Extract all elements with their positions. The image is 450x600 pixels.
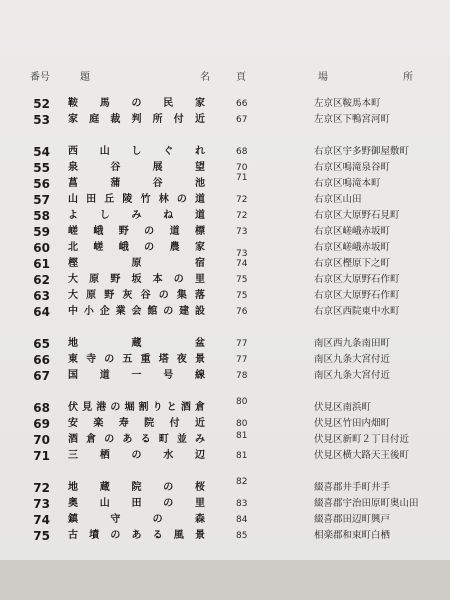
entry-number: 71 (33, 449, 50, 463)
entry-title-char: 道 (99, 370, 110, 381)
entry-title-char: 割 (138, 402, 149, 413)
entry-title-char: 業 (115, 306, 126, 317)
entry-title-char: 伏 (68, 402, 78, 413)
entry-title-char: 灰 (122, 290, 133, 301)
entry-title-char: の (110, 530, 121, 541)
entry-title-char: 北 (68, 242, 78, 253)
entry-title-char: 蔵 (99, 482, 110, 493)
entry-page: 75 (236, 291, 248, 301)
entry-place: 伏見区横大路天王後町 (314, 450, 410, 461)
entry-page: 80 (236, 419, 248, 429)
entry-title-char: あ (131, 530, 142, 541)
entry-title-char: 線 (195, 370, 205, 381)
entry-number: 73 (33, 497, 50, 511)
entry-title (68, 256, 205, 272)
entry-number: 59 (33, 225, 50, 239)
entry-page: 70 (236, 163, 248, 173)
entry-title-char: 酒 (180, 402, 191, 413)
entry-title-char: 峨 (93, 226, 104, 237)
entry-number: 55 (33, 161, 50, 175)
entry-title-char: 望 (194, 162, 205, 173)
entry-page: 73 (236, 249, 248, 259)
entry-title-char: 奥 (68, 498, 78, 509)
entry-place: 右京区鳴滝本町 (314, 178, 381, 189)
table-row (0, 368, 450, 384)
entry-title-char: 嵯 (93, 242, 104, 253)
table-row (0, 144, 450, 160)
entry-title-char: 野 (118, 226, 129, 237)
entry-title-char: 道 (194, 194, 205, 205)
entry-number: 70 (33, 433, 50, 447)
table-row (0, 336, 450, 352)
table-row (0, 173, 450, 192)
entry-title-char: 蔵 (131, 338, 142, 349)
entry-title-char: 鎮 (68, 514, 78, 525)
entry-title-char: 峨 (118, 242, 129, 253)
entry-title-char: 集 (176, 290, 187, 301)
entry-page: 81 (236, 451, 248, 461)
entry-page: 85 (236, 531, 248, 541)
entry-place: 伏見区南浜町 (314, 402, 372, 413)
table-row (0, 397, 450, 416)
table-row (0, 528, 450, 544)
entry-page: 78 (236, 371, 248, 381)
entry-title-char: 馬 (99, 98, 110, 109)
entry-title-char: の (163, 306, 174, 317)
entry-title-char: 酒 (68, 434, 78, 445)
page-bottom-edge (0, 560, 450, 600)
entry-title-char: 池 (194, 178, 205, 189)
entry-title-char: 倉 (194, 402, 205, 413)
entry-title-char: 民 (163, 98, 174, 109)
entry-title-char: 丘 (104, 194, 115, 205)
entry-title-char: 森 (194, 514, 205, 525)
entry-title-char: 山 (68, 194, 78, 205)
entry-place: 相楽郡和束町白栖 (314, 530, 391, 541)
entry-title (68, 336, 205, 352)
entry-number: 56 (33, 177, 50, 191)
entry-title-char: 設 (195, 306, 205, 317)
entry-title-char: 泉 (68, 162, 78, 173)
table-row (0, 477, 450, 496)
entry-page: 77 (236, 355, 248, 365)
entry-title-char: 並 (176, 434, 187, 445)
entry-page: 72 (236, 211, 248, 221)
entry-title (68, 304, 205, 320)
entry-title-char: 田 (86, 194, 97, 205)
entry-title-char: 判 (131, 114, 142, 125)
entry-title-char: 号 (163, 370, 174, 381)
entry-number: 64 (33, 305, 50, 319)
entry-title-char: 樫 (68, 258, 78, 269)
entry-place: 南区九条大宮付近 (314, 354, 391, 365)
entry-page: 76 (236, 307, 248, 317)
entry-title-char: 企 (99, 306, 110, 317)
entry-title-char: 原 (86, 290, 97, 301)
entry-title-char: 院 (144, 418, 155, 429)
entry-title (68, 144, 205, 160)
entry-title (68, 368, 205, 384)
entry-title-char: 東 (68, 354, 78, 365)
entry-title (68, 176, 205, 192)
entry-number: 60 (33, 241, 50, 255)
entry-title-char: 地 (68, 338, 78, 349)
entry-title (68, 272, 205, 288)
entry-title-char: 重 (140, 354, 151, 365)
entry-title-char: 付 (173, 114, 184, 125)
entry-title-char: の (152, 514, 163, 525)
entry-page: 67 (236, 115, 248, 125)
entry-title-char: の (104, 354, 115, 365)
entry-place: 右京区大原野石作町 (314, 274, 400, 285)
table-row (0, 112, 450, 128)
entry-title-char: 建 (179, 306, 190, 317)
entry-title (68, 400, 205, 416)
entry-title-char: 田 (131, 498, 142, 509)
header-title-char: 題 (80, 72, 90, 83)
entry-page: 75 (236, 275, 248, 285)
table-row (0, 288, 450, 304)
entry-page: 84 (236, 515, 248, 525)
entry-title-char: れ (195, 146, 205, 157)
entry-place: 南区九条大宮付近 (314, 370, 391, 381)
entry-place: 綴喜郡宇治田原町奥山田 (314, 498, 419, 509)
entry-number: 52 (33, 97, 50, 111)
entry-page: 80 (236, 397, 248, 407)
entry-title-char: 風 (173, 530, 184, 541)
table-row (0, 512, 450, 528)
entry-title-char: 里 (194, 274, 205, 285)
entry-title-char: 安 (68, 418, 78, 429)
table-row (0, 272, 450, 288)
entry-title-char: 谷 (140, 290, 151, 301)
entry-title-char: と (166, 402, 177, 413)
table-row (0, 240, 450, 259)
entry-title-char: の (131, 450, 142, 461)
entry-page: 66 (236, 99, 248, 109)
entry-title-char: 道 (195, 210, 205, 221)
entry-title-char: の (163, 482, 174, 493)
entry-title-char: 林 (158, 194, 169, 205)
entry-title-char: 小 (83, 306, 94, 317)
entry-title-char: 裁 (110, 114, 121, 125)
entry-place: 綴喜郡井手町井手 (314, 482, 391, 493)
entry-title (68, 480, 205, 496)
table-row (0, 304, 450, 320)
table-row (0, 160, 450, 176)
table-row (0, 352, 450, 368)
entry-title (68, 208, 205, 224)
entry-title-char: 見 (82, 402, 93, 413)
entry-title-char: 水 (163, 450, 174, 461)
entry-title-char: 中 (68, 306, 78, 317)
entry-number: 67 (33, 369, 50, 383)
entry-title-char: し (131, 146, 142, 157)
entry-title-char: 陵 (122, 194, 133, 205)
entry-title-char: よ (68, 210, 78, 221)
entry-title-char: 蒲 (110, 178, 121, 189)
entry-number: 53 (33, 113, 50, 127)
entry-title-char: 里 (195, 498, 205, 509)
entry-title-char: 楽 (93, 418, 104, 429)
entry-title-char: 落 (194, 290, 205, 301)
entry-title-char: 景 (194, 530, 205, 541)
entry-title-char: 家 (194, 242, 205, 253)
entry-title-char: 菖 (68, 178, 78, 189)
entry-title (68, 352, 205, 368)
entry-title-char: の (104, 434, 115, 445)
entry-place: 伏見区竹田内畑町 (314, 418, 391, 429)
entry-page: 73 (236, 227, 248, 237)
entry-title (68, 448, 205, 464)
entry-number: 66 (33, 353, 50, 367)
entry-title-char: し (99, 210, 110, 221)
entry-title-char: の (144, 242, 155, 253)
entry-title-char: 桜 (195, 482, 205, 493)
entry-title-char: 盆 (195, 338, 205, 349)
entry-title-char: 家 (195, 98, 205, 109)
header-page: 頁 (236, 72, 246, 83)
entry-title-char: 五 (122, 354, 133, 365)
entry-place: 綴喜郡田辺町興戸 (314, 514, 391, 525)
entry-title-char: 古 (68, 530, 78, 541)
entry-page: 83 (236, 499, 248, 509)
entry-page: 77 (236, 339, 248, 349)
entry-title-char: 谷 (110, 162, 121, 173)
entry-title-char: 農 (169, 242, 180, 253)
entry-title-char: 堀 (124, 402, 135, 413)
entry-title-char: の (131, 98, 142, 109)
entry-title-char: 院 (131, 482, 142, 493)
header-place-char: 所 (403, 72, 413, 83)
entry-number: 62 (33, 273, 50, 287)
entry-title (68, 224, 205, 240)
entry-title-char: の (173, 274, 184, 285)
entry-title (68, 496, 205, 512)
entry-place: 右京区嵯峨赤坂町 (314, 226, 391, 237)
entry-title-char: り (152, 402, 163, 413)
entry-title (68, 160, 205, 176)
entry-place: 右京区西院東中水町 (314, 306, 400, 317)
entry-title (68, 512, 205, 528)
entry-place: 南区西九条南田町 (314, 338, 391, 349)
entry-title-char: 景 (194, 354, 205, 365)
entry-page: 74 (236, 259, 248, 269)
entry-title-char: 宿 (195, 258, 205, 269)
entry-title-char: 標 (194, 226, 205, 237)
entry-title-char: 鞍 (68, 98, 78, 109)
entry-place: 左京区下鴨宮河町 (314, 114, 391, 125)
entry-title-char: る (152, 530, 163, 541)
entry-place: 左京区鞍馬本町 (314, 98, 381, 109)
header-number: 番号 (30, 72, 50, 83)
entry-title-char: み (194, 434, 205, 445)
entry-title-char: の (110, 402, 121, 413)
entry-title (68, 112, 205, 128)
entry-title-char: 道 (169, 226, 180, 237)
entry-title-char: 家 (68, 114, 78, 125)
entry-number: 63 (33, 289, 50, 303)
entry-title-char: 本 (152, 274, 163, 285)
entry-title-char: 墳 (89, 530, 100, 541)
entry-title (68, 528, 205, 544)
entry-page: 81 (236, 431, 248, 441)
entry-place: 右京区宇多野御屋敷町 (314, 146, 410, 157)
table-row (0, 96, 450, 112)
entry-page: 82 (236, 477, 248, 487)
entry-title (68, 288, 205, 304)
entry-title-char: 付 (169, 418, 180, 429)
entry-number: 54 (33, 145, 50, 159)
entry-title (68, 432, 205, 448)
entry-title-char: 近 (194, 418, 205, 429)
entry-number: 69 (33, 417, 50, 431)
entry-title-char: 会 (131, 306, 142, 317)
entry-number: 65 (33, 337, 50, 351)
header-title (80, 68, 210, 83)
entry-page: 72 (236, 195, 248, 205)
table-row (0, 208, 450, 224)
header-title-char: 名 (200, 72, 210, 83)
entry-title-char: 国 (68, 370, 78, 381)
entry-title-char: 守 (110, 514, 121, 525)
table-row (0, 224, 450, 240)
entry-title-char: 嵯 (68, 226, 78, 237)
entry-title-char: 倉 (86, 434, 97, 445)
entry-title-char: 野 (110, 274, 121, 285)
entry-number: 72 (33, 481, 50, 495)
entry-title-char: 原 (131, 258, 142, 269)
entry-place: 右京区樫原下之町 (314, 258, 391, 269)
entry-title-char: み (131, 210, 142, 221)
entry-title (68, 192, 205, 208)
table-row (0, 256, 450, 272)
entry-title-char: 大 (68, 274, 78, 285)
entry-number: 58 (33, 209, 50, 223)
entry-title-char: 夜 (176, 354, 187, 365)
table-row (0, 192, 450, 208)
entry-place: 伏見区新町２丁目付近 (314, 434, 410, 445)
entry-title-char: の (144, 226, 155, 237)
entry-title-char: 所 (152, 114, 163, 125)
entry-place: 右京区嵯峨赤坂町 (314, 242, 391, 253)
entry-place: 右京区鳴滝泉谷町 (314, 162, 391, 173)
entry-title-char: 寺 (86, 354, 97, 365)
entry-title-char: ね (163, 210, 174, 221)
entry-title-char: 西 (68, 146, 78, 157)
entry-title-char: ぐ (163, 146, 174, 157)
entry-title-char: 近 (194, 114, 205, 125)
entry-title-char: 展 (152, 162, 163, 173)
entry-title-char: の (163, 498, 174, 509)
entry-number: 74 (33, 513, 50, 527)
entry-title-char: あ (122, 434, 133, 445)
entry-title-char: 三 (68, 450, 78, 461)
entry-title-char: 山 (99, 498, 110, 509)
entry-number: 75 (33, 529, 50, 543)
entry-page: 71 (236, 173, 248, 183)
entry-title-char: 大 (68, 290, 78, 301)
entry-place: 右京区大原野石作町 (314, 290, 400, 301)
entry-title-char: 谷 (152, 178, 163, 189)
entry-title-char: 原 (89, 274, 100, 285)
entry-number: 61 (33, 257, 50, 271)
table-row (0, 416, 450, 432)
entry-title (68, 240, 205, 256)
entry-title-char: の (176, 194, 187, 205)
header-place-char: 場 (318, 72, 328, 83)
entry-title-char: 館 (147, 306, 158, 317)
table-row (0, 432, 450, 448)
entry-place: 右京区山田 (314, 194, 362, 205)
entry-place: 右京区大原野石見町 (314, 210, 400, 221)
entry-title-char: 野 (104, 290, 115, 301)
entry-title-char: 辺 (195, 450, 205, 461)
entry-title-char: の (158, 290, 169, 301)
entry-title-char: 寿 (118, 418, 129, 429)
entry-title-char: 庭 (89, 114, 100, 125)
entry-title-char: 竹 (140, 194, 151, 205)
entry-title-char: る (140, 434, 151, 445)
entry-title-char: 地 (68, 482, 78, 493)
entry-title-char: 山 (99, 146, 110, 157)
entry-title (68, 96, 205, 112)
entry-number: 68 (33, 401, 50, 415)
entry-title (68, 416, 205, 432)
header-place (318, 68, 413, 83)
table-row (0, 448, 450, 464)
table-row (0, 496, 450, 512)
entry-page: 68 (236, 147, 248, 157)
entry-title-char: 栖 (99, 450, 110, 461)
entry-number: 57 (33, 193, 50, 207)
entry-title-char: 町 (158, 434, 169, 445)
entry-title-char: 塔 (158, 354, 169, 365)
entry-title-char: 坂 (131, 274, 142, 285)
entry-title-char: 港 (96, 402, 107, 413)
entry-title-char: 一 (131, 370, 142, 381)
